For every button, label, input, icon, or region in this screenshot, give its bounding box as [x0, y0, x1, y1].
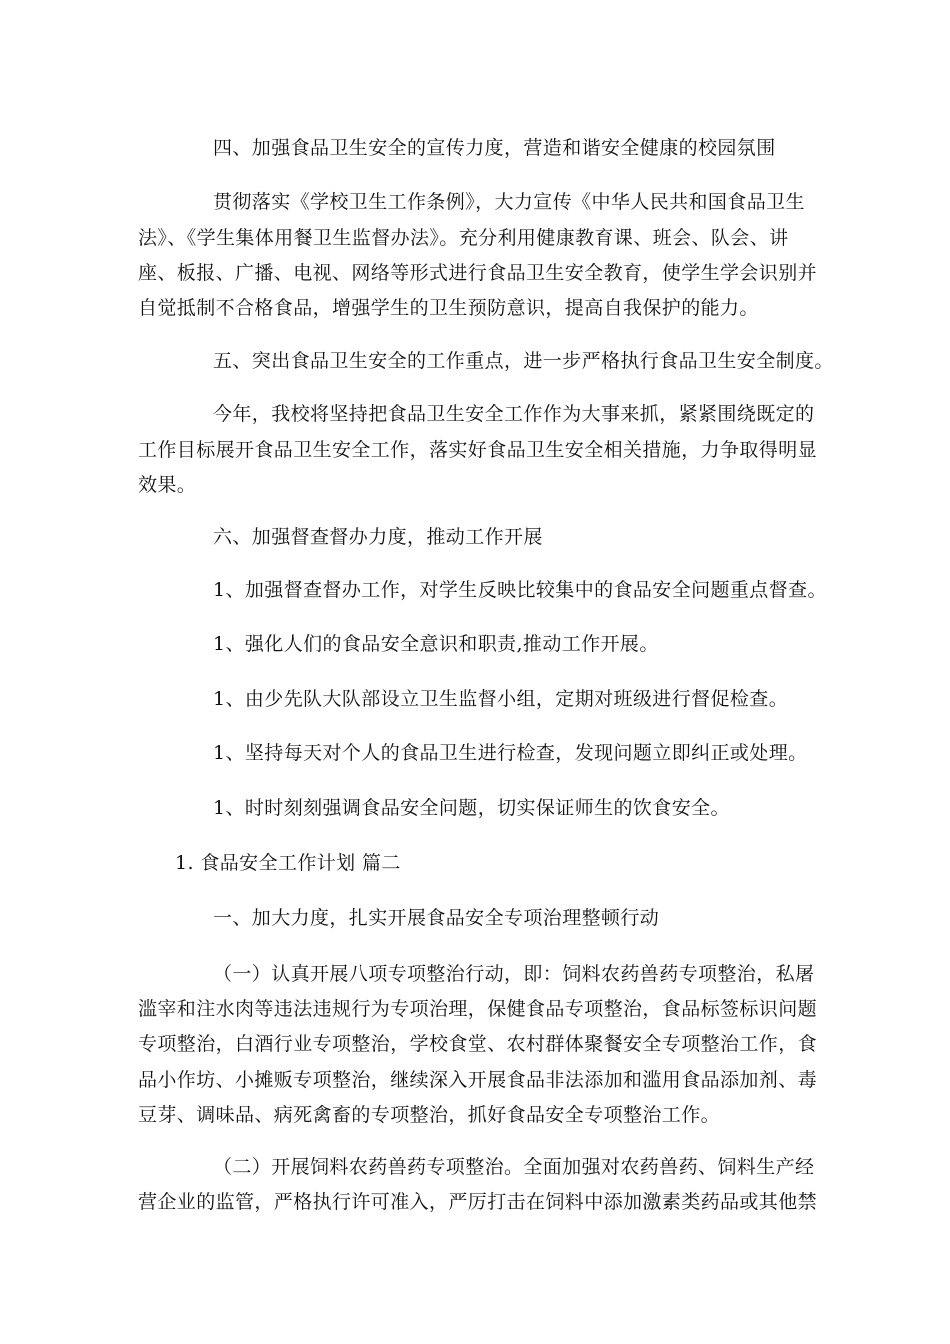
list-item: 1、加强督查督办工作，对学生反映比较集中的食品安全问题重点督查。 [213, 579, 827, 601]
list-item: 1、时时刻刻强调食品安全问题，切实保证师生的饮食安全。 [213, 797, 730, 819]
part-title: 1. 食品安全工作计划 篇二 [175, 852, 401, 874]
paragraph-line: （一）认真开展八项专项整治行动，即：饲料农药兽药专项整治，私屠 [213, 963, 815, 985]
list-item: 1、由少先队大队部设立卫生监督小组，定期对班级进行督促检查。 [213, 688, 789, 710]
paragraph-line: 自觉抵制不合格食品，增强学生的卫生预防意识，提高自我保护的能力。 [138, 297, 759, 319]
paragraph-line: 滥宰和注水肉等违法违规行为专项治理，保健食品专项整治，食品标签标识问题 [138, 998, 818, 1020]
list-item: 1、强化人们的食品安全意识和职责,推动工作开展。 [213, 633, 659, 655]
section-heading-6: 六、加强督查督办力度，推动工作开展 [213, 526, 543, 548]
paragraph-line: 座、板报、广播、电视、网络等形式进行食品卫生安全教育，使学生学会识别并 [138, 262, 818, 284]
paragraph-line: 今年，我校将坚持把食品卫生安全工作作为大事来抓，紧紧围绕既定的 [213, 403, 815, 425]
paragraph-line: 专项整治，白酒行业专项整治，学校食堂、农村群体聚餐安全专项整治工作，食 [138, 1033, 818, 1055]
paragraph-line: 豆芽、调味品、病死禽畜的专项整治，抓好食品安全专项整治工作。 [138, 1104, 721, 1126]
list-item: 1、坚持每天对个人的食品卫生进行检查，发现问题立即纠正或处理。 [213, 742, 808, 764]
paragraph-line: 效果。 [138, 474, 197, 496]
section-heading-4: 四、加强食品卫生安全的宣传力度，营造和谐安全健康的校园氛围 [213, 137, 776, 159]
paragraph-line: 品小作坊、小摊贩专项整治，继续深入开展食品非法添加和滥用食品添加剂、毒 [138, 1069, 818, 1091]
paragraph-line: 贯彻落实《学校卫生工作条例》，大力宣传《中华人民共和国食品卫生 [213, 191, 805, 213]
section-heading-5: 五、突出食品卫生安全的工作重点，进一步严格执行食品卫生安全制度。 [213, 350, 834, 372]
section-heading-1: 一、加大力度，扎实开展食品安全专项治理整顿行动 [213, 907, 660, 929]
paragraph-line: 营企业的监管，严格执行许可准入，严厉打击在饲料中添加激素类药品或其他禁 [138, 1191, 818, 1213]
paragraph-line: 法》、《学生集体用餐卫生监督办法》。充分利用健康教育课、班会、队会、讲 [138, 227, 789, 249]
paragraph-line: （二）开展饲料农药兽药专项整治。全面加强对农药兽药、饲料生产经 [213, 1156, 815, 1178]
paragraph-line: 工作目标展开食品卫生安全工作，落实好食品卫生安全相关措施，力争取得明显 [138, 439, 818, 461]
